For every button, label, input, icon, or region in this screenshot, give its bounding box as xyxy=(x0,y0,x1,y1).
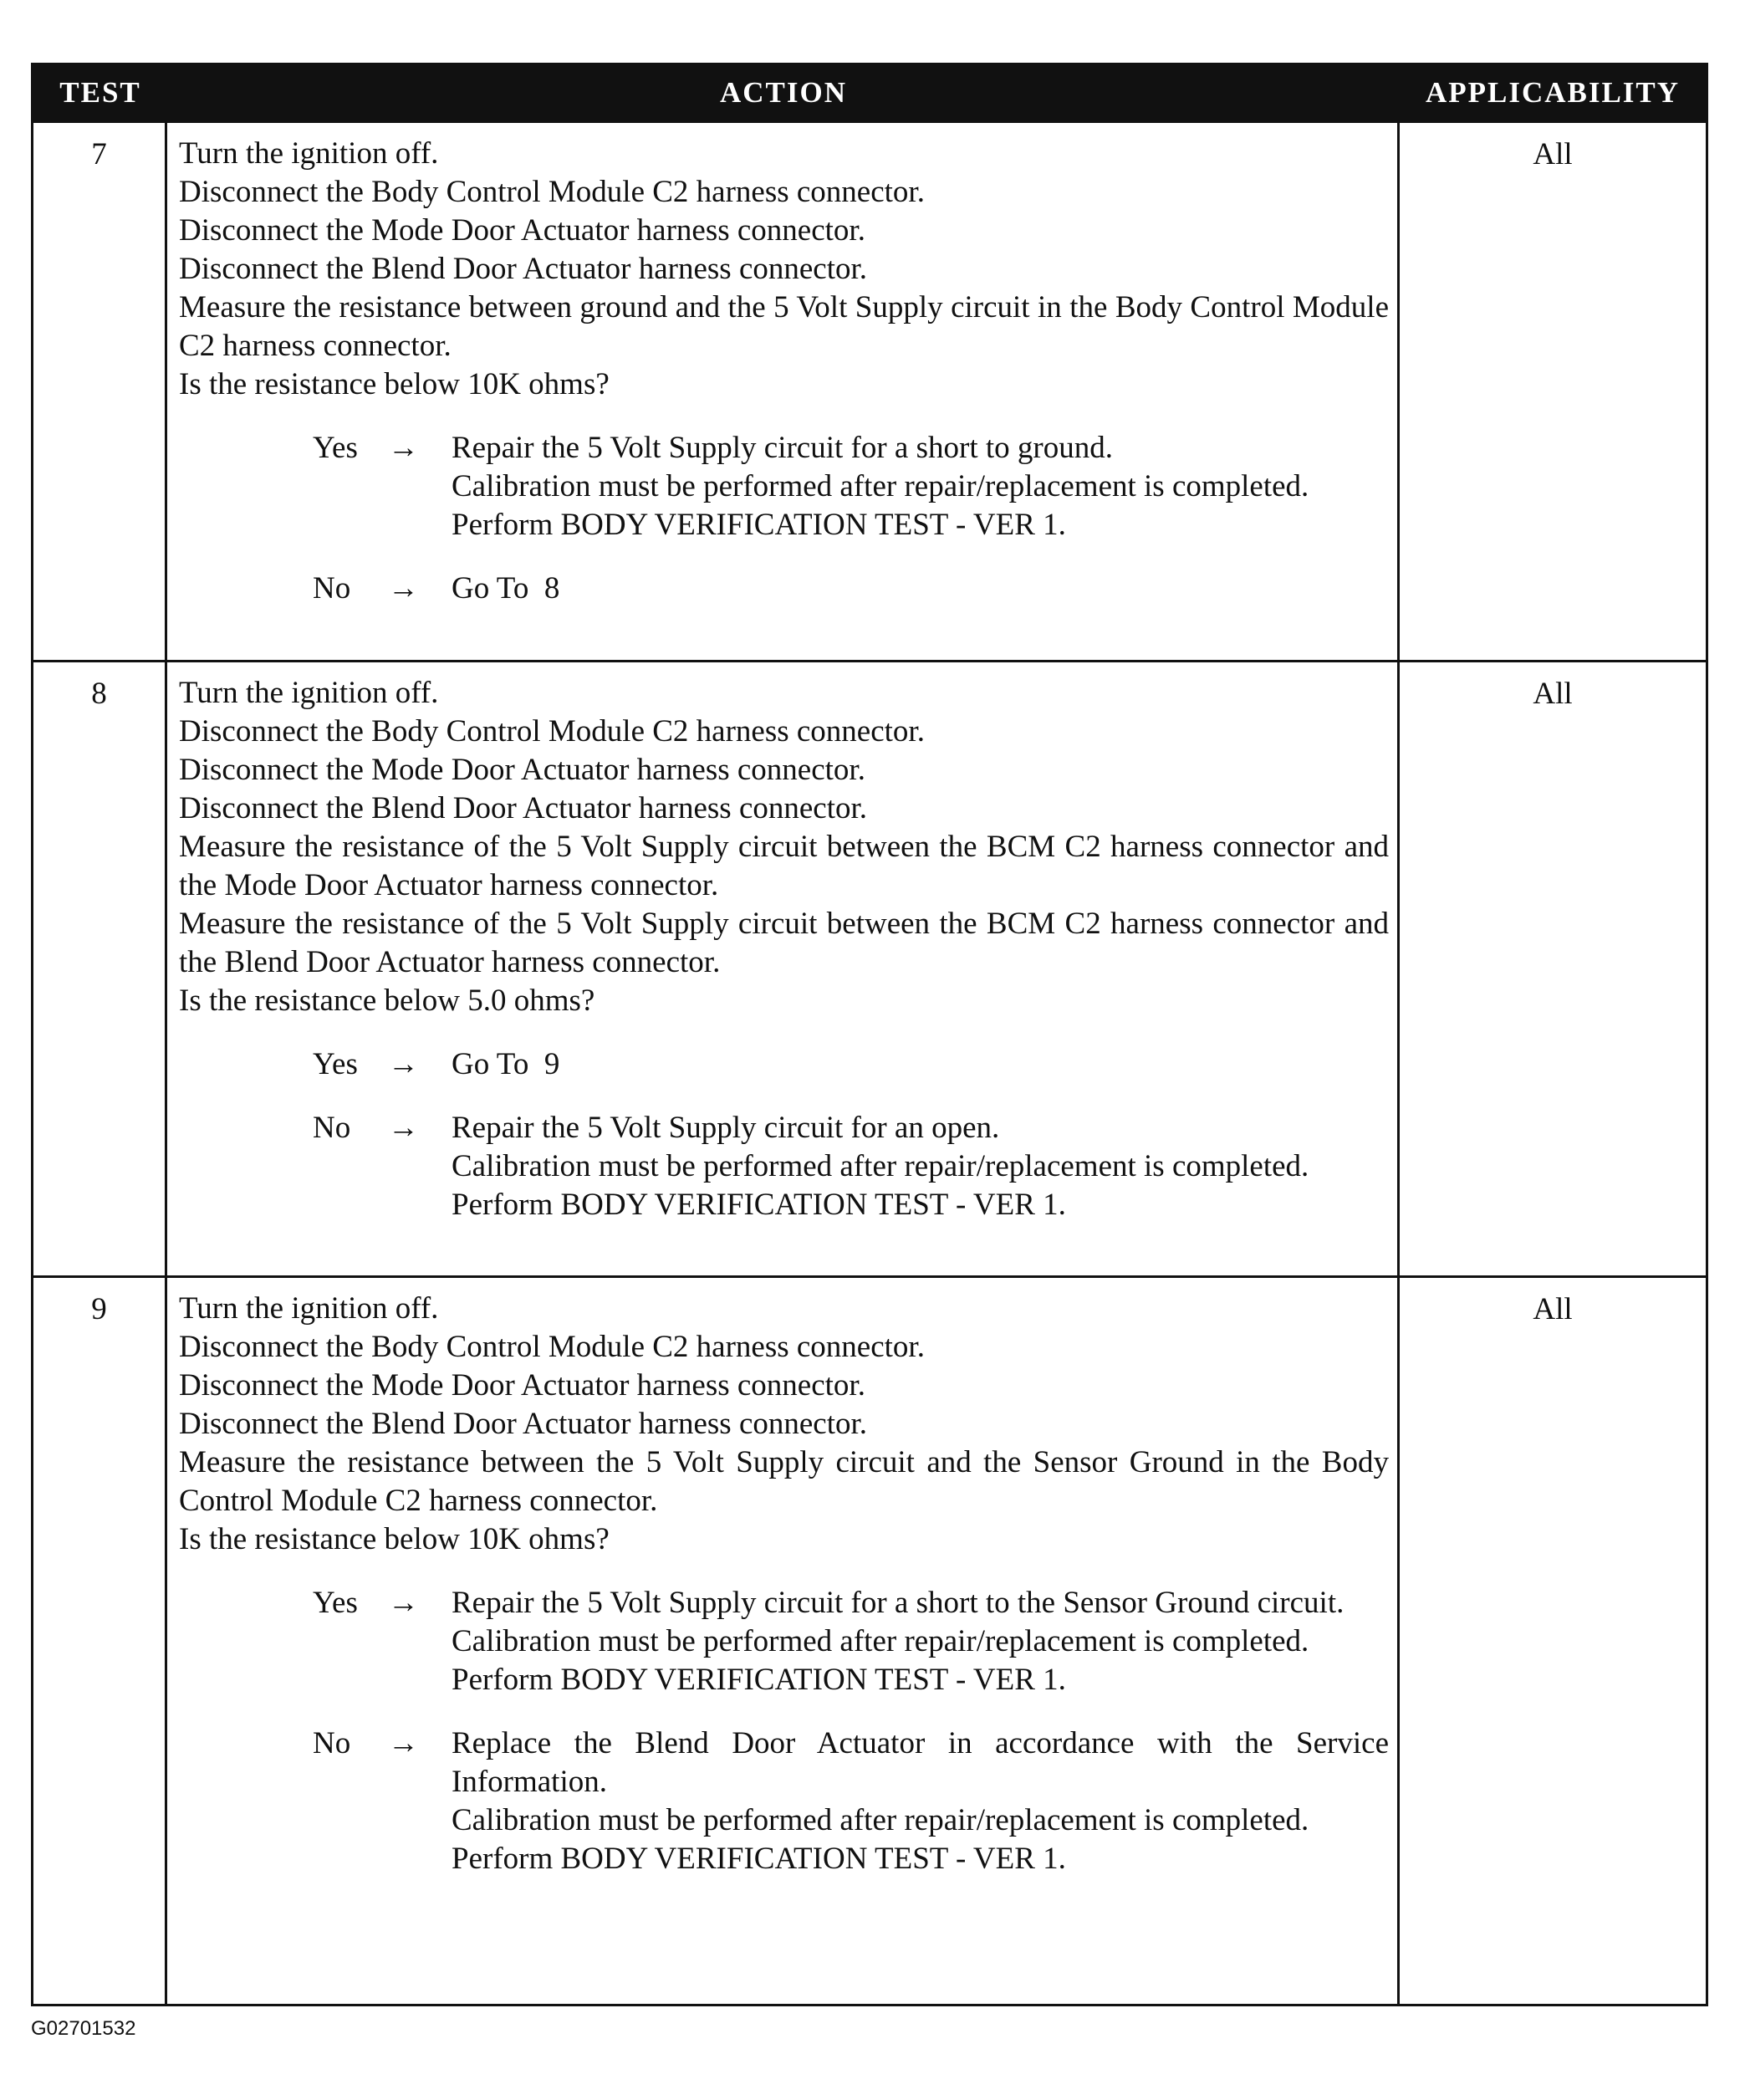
yes-text-line: Perform BODY VERIFICATION TEST - VER 1. xyxy=(452,1663,1066,1697)
action-cell xyxy=(167,123,1400,660)
yes-text-line: Repair the 5 Volt Supply circuit for a short to ground. xyxy=(452,431,1113,465)
test-number: 8 xyxy=(33,662,167,1275)
arrow-icon: → xyxy=(388,571,419,605)
yes-label: Yes xyxy=(313,1586,358,1620)
step-text: Turn the ignition off. xyxy=(179,1291,439,1326)
yes-text-line: Calibration must be performed after repair/replacement is completed. xyxy=(452,469,1309,503)
arrow-icon: → xyxy=(388,1726,419,1760)
yes-branch xyxy=(313,429,1389,544)
no-label: No xyxy=(313,1111,351,1145)
header-applicability: APPLICABILITY xyxy=(1425,76,1681,109)
no-text-line: Calibration must be performed after repair/replacement is completed. xyxy=(452,1149,1309,1183)
header-test: TEST xyxy=(59,76,141,109)
yes-text-line: Perform BODY VERIFICATION TEST - VER 1. xyxy=(452,508,1066,542)
step-text: Disconnect the Mode Door Actuator harness connector. xyxy=(179,753,865,787)
step-text: Is the resistance below 5.0 ohms? xyxy=(179,984,595,1018)
header-action: ACTION xyxy=(719,76,848,109)
no-branch xyxy=(313,570,1389,608)
no-text-line: Replace the Blend Door Actuator in accordance with the Service Information. xyxy=(452,1726,1389,1799)
table-row xyxy=(33,1275,1706,2004)
yes-branch xyxy=(313,1584,1389,1699)
yes-text-line: Calibration must be performed after repair/replacement is completed. xyxy=(452,1624,1309,1658)
no-branch xyxy=(313,1109,1389,1224)
action-cell xyxy=(167,1278,1400,2004)
step-text: Disconnect the Mode Door Actuator harness connector. xyxy=(179,1368,865,1403)
table-row xyxy=(33,120,1706,660)
step-text: Disconnect the Body Control Module C2 harness connector. xyxy=(179,714,925,749)
step-text: Disconnect the Body Control Module C2 harness connector. xyxy=(179,175,925,209)
yes-label: Yes xyxy=(313,431,358,465)
arrow-icon: → xyxy=(388,1111,419,1145)
yes-text xyxy=(452,1584,1389,1699)
no-text-line: Repair the 5 Volt Supply circuit for an open. xyxy=(452,1111,1000,1145)
step-text: Disconnect the Blend Door Actuator harness connector. xyxy=(179,252,868,286)
no-text-line: Calibration must be performed after repair/replacement is completed. xyxy=(452,1803,1309,1837)
applicability-cell: All xyxy=(1533,1292,1573,1326)
no-text-line: Perform BODY VERIFICATION TEST - VER 1. xyxy=(452,1842,1066,1876)
step-text: Turn the ignition off. xyxy=(179,136,439,171)
yes-branch xyxy=(313,1045,1389,1084)
yes-text-line: Repair the 5 Volt Supply circuit for a short to the Sensor Ground circuit. xyxy=(452,1586,1345,1620)
no-text xyxy=(452,1109,1389,1224)
table-header xyxy=(33,65,1706,120)
table-row xyxy=(33,660,1706,1275)
step-text: Measure the resistance of the 5 Volt Supply circuit between the BCM C2 harness connector and the Mode Door Actuator harness connector. xyxy=(179,830,1389,902)
yes-text xyxy=(452,429,1389,544)
action-cell xyxy=(167,662,1400,1275)
step-text: Turn the ignition off. xyxy=(179,676,439,710)
arrow-icon: → xyxy=(388,431,419,465)
step-text: Measure the resistance between ground and the 5 Volt Supply circuit in the Body Control Module C2 harness connector. xyxy=(179,290,1389,363)
figure-code: G02701532 xyxy=(31,2017,136,2040)
step-text: Is the resistance below 10K ohms? xyxy=(179,367,610,401)
no-branch xyxy=(313,1724,1389,1878)
step-text: Disconnect the Mode Door Actuator harness connector. xyxy=(179,213,865,248)
yes-text: Go To 9 xyxy=(452,1047,560,1081)
applicability-cell: All xyxy=(1533,137,1573,171)
no-text-line: Perform BODY VERIFICATION TEST - VER 1. xyxy=(452,1188,1066,1222)
step-text: Disconnect the Body Control Module C2 harness connector. xyxy=(179,1330,925,1364)
diagnostic-table xyxy=(31,63,1708,2006)
no-text: Go To 8 xyxy=(452,571,560,605)
yes-label: Yes xyxy=(313,1047,358,1081)
test-number: 9 xyxy=(33,1278,167,2004)
no-text xyxy=(452,1724,1389,1878)
no-label: No xyxy=(313,571,351,605)
step-text: Measure the resistance of the 5 Volt Supply circuit between the BCM C2 harness connector and the Blend Door Actuator harness connector. xyxy=(179,907,1389,979)
test-number: 7 xyxy=(33,123,167,660)
arrow-icon: → xyxy=(388,1047,419,1081)
step-text: Disconnect the Blend Door Actuator harness connector. xyxy=(179,1407,868,1441)
step-text: Is the resistance below 10K ohms? xyxy=(179,1522,610,1556)
no-label: No xyxy=(313,1726,351,1760)
applicability-cell: All xyxy=(1533,677,1573,711)
arrow-icon: → xyxy=(388,1586,419,1620)
step-text: Disconnect the Blend Door Actuator harness connector. xyxy=(179,791,868,825)
step-text: Measure the resistance between the 5 Volt Supply circuit and the Sensor Ground in the Body Control Module C2 harness connector. xyxy=(179,1445,1389,1518)
